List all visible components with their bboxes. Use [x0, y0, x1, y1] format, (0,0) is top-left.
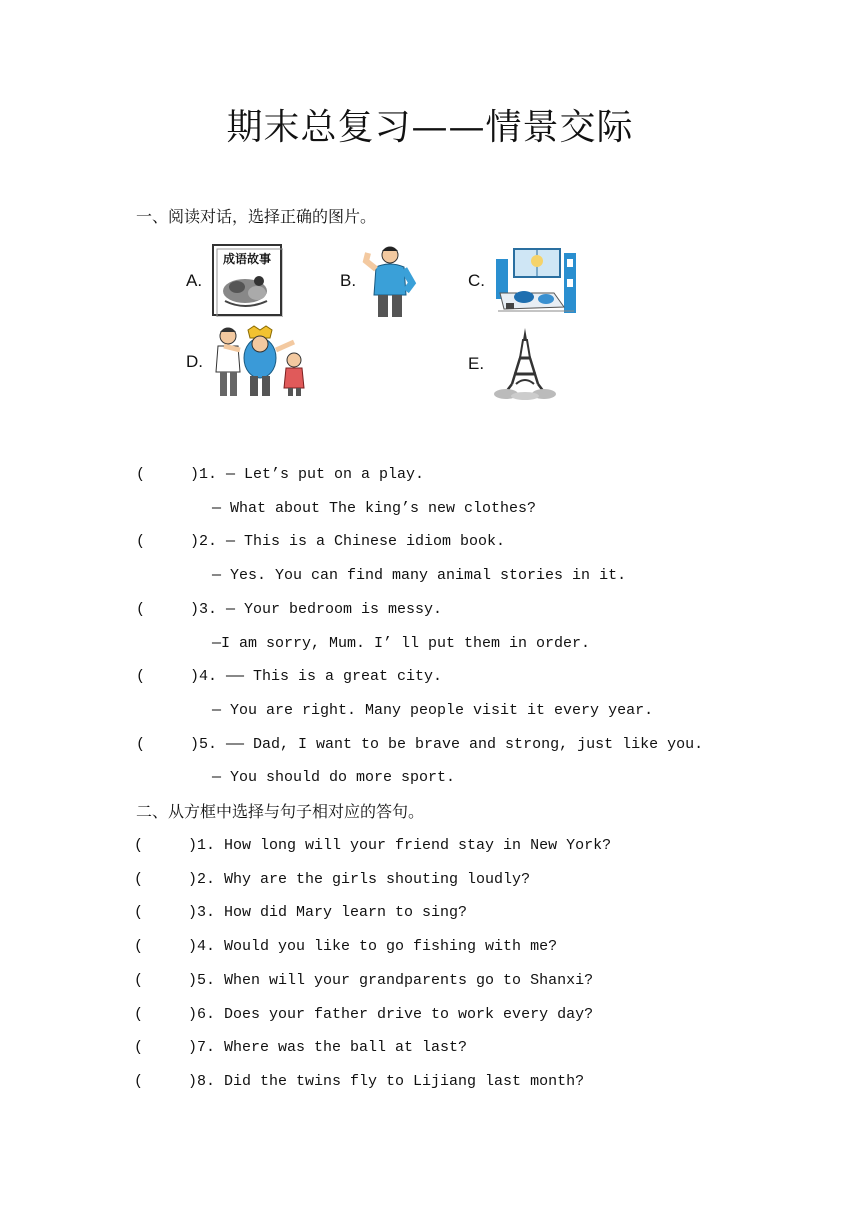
section1-question-5: ( )5. —— Dad, I want to be brave and strong, just like you. [136, 736, 704, 753]
section1-heading: 一、阅读对话，选择正确的图片。 [136, 207, 377, 226]
section2-heading: 二、从方框中选择与句子相对应的答句。 [136, 802, 425, 821]
play-actors-picture [210, 324, 308, 398]
section1-answer-2: — Yes. You can find many animal stories in it. [212, 567, 627, 584]
messy-bedroom-picture [494, 245, 580, 319]
section1-question-3: ( )3. — Your bedroom is messy. [136, 601, 443, 618]
idiom-book-picture [211, 243, 283, 317]
section2-item-1: ( )1. How long will your friend stay in New York? [134, 837, 612, 854]
picture-d-label: D. [186, 352, 203, 371]
picture-a-label: A. [186, 271, 203, 290]
section1-answer-3: —I am sorry, Mum. I’ ll put them in order. [212, 635, 591, 652]
section1-question-4: ( )4. —— This is a great city. [136, 668, 443, 685]
section2-item-2: ( )2. Why are the girls shouting loudly? [134, 871, 531, 888]
strong-man-picture [360, 243, 418, 319]
picture-c-label: C. [468, 271, 485, 290]
section2-item-8: ( )8. Did the twins fly to Lijiang last month? [134, 1073, 585, 1090]
section2-item-3: ( )3. How did Mary learn to sing? [134, 904, 468, 921]
section2-item-4: ( )4. Would you like to go fishing with me? [134, 938, 558, 955]
section1-answer-4: — You are right. Many people visit it every year. [212, 702, 654, 719]
section2-item-6: ( )6. Does your father drive to work every day? [134, 1006, 594, 1023]
section1-answer-5: — You should do more sport. [212, 769, 456, 786]
section2-item-5: ( )5. When will your grandparents go to Shanxi? [134, 972, 594, 989]
section2-item-7: ( )7. Where was the ball at last? [134, 1039, 468, 1056]
picture-b-label: B. [340, 271, 357, 290]
page-title: 期末总复习——情景交际 [226, 107, 634, 148]
section1-question-2: ( )2. — This is a Chinese idiom book. [136, 533, 506, 550]
picture-e-label: E. [468, 354, 485, 373]
eiffel-tower-picture [492, 326, 558, 400]
section1-answer-1: — What about The king’s new clothes? [212, 500, 537, 517]
section1-question-1: ( )1. — Let’s put on a play. [136, 466, 425, 483]
idiom-book-caption: 成语故事 [222, 252, 272, 266]
